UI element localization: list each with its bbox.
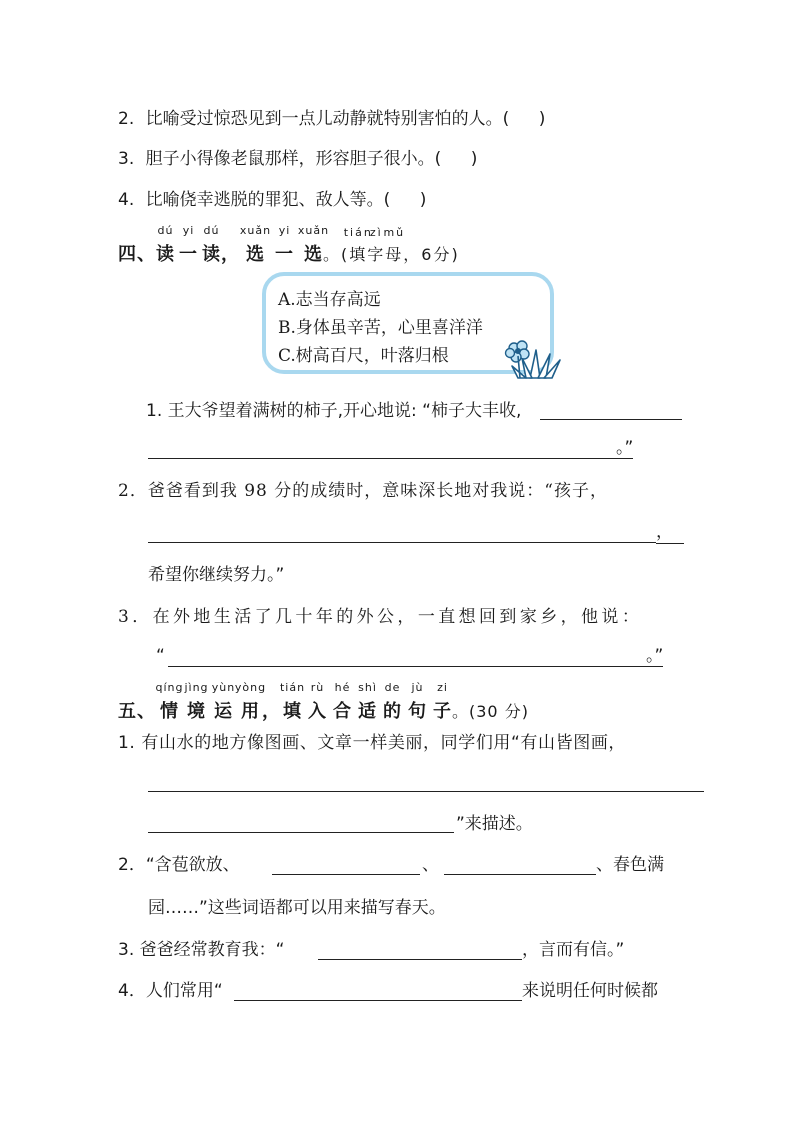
s4-q1-line1: 1. 王大爷望着满树的柿子,开心地说: “柿子大丰收,: [146, 401, 522, 421]
ruby-char: ，: [221, 244, 240, 265]
answer-blank[interactable]: [540, 419, 682, 420]
option-c: C.树高百尺，叶落归根: [278, 346, 449, 366]
section4-note: 。( tián 填 zì 字 mǔ 母 ，6分): [323, 226, 460, 264]
item-number: 2.: [118, 109, 135, 129]
section-number: 五、: [118, 701, 156, 722]
answer-blank[interactable]: [148, 791, 704, 792]
s3-item-4: [118, 189, 426, 211]
option-a: A.志当存高远: [278, 290, 381, 310]
ruby-char: yi 一: [179, 224, 198, 265]
answer-blank[interactable]: [444, 874, 596, 875]
answer-blank[interactable]: [234, 1000, 522, 1001]
item-text: 比喻侥幸逃脱的罪犯、敌人等。(: [145, 190, 391, 210]
s4-q3-line1: 3．在外地生活了几十年的外公，一直想回到家乡，他说：: [118, 607, 643, 627]
s5-q2-end: 、春色满: [596, 855, 664, 875]
paren-close: ): [470, 149, 478, 169]
item-number: 4.: [118, 190, 135, 210]
s4-q2-line1: 2．爸爸看到我 98 分的成绩时，意味深长地对我说：“孩子，: [118, 481, 608, 501]
s3-item-2: [118, 108, 545, 130]
section-number: 四、: [118, 244, 156, 265]
ruby-char: xuǎn 选: [239, 224, 272, 265]
paren-close: ): [538, 109, 546, 129]
s4-q2-line3: 希望你继续努力。”: [148, 565, 285, 585]
ruby-char: yi 一: [275, 224, 294, 265]
s5-q2-sep: 、: [422, 855, 439, 875]
s5-q2-line1: 2．“含苞欲放、: [118, 855, 240, 875]
paren-close: ): [419, 190, 427, 210]
s5-q3: 3. 爸爸经常教育我：“: [118, 940, 285, 960]
section4-heading: [118, 224, 460, 266]
answer-blank[interactable]: [168, 666, 646, 667]
s4-q3-open: “: [156, 646, 165, 666]
s4-q1-line2-end: 。”: [616, 438, 634, 458]
ruby-char: dú 读: [202, 224, 221, 265]
answer-blank[interactable]: [148, 458, 616, 459]
options-list: [278, 286, 483, 370]
s5-q2-line2: 园……”这些词语都可以用来描写春天。: [148, 898, 446, 918]
answer-blank[interactable]: [318, 959, 522, 960]
s4-q3-close: 。”: [646, 646, 664, 666]
section5-heading: 五、 qíng 情 jìng 境 yùn 运 yòng 用 ， tián 填 rù 入 hé 合 shì 适 de 的 jù 句 zi 子。(30 分): [118, 681, 529, 722]
s5-q1-line3: ”来描述。: [456, 814, 533, 834]
answer-blank[interactable]: [148, 832, 454, 833]
ruby-char: xuǎn 选: [297, 224, 330, 265]
answer-blank[interactable]: [148, 542, 656, 543]
item-number: 3.: [118, 149, 135, 169]
flower-grass-icon: [500, 336, 564, 380]
s4-q2-comma: ，: [656, 521, 684, 544]
s5-q4: 4．人们常用“: [118, 981, 223, 1001]
option-b: B.身体虽辛苦，心里喜洋洋: [278, 318, 483, 338]
answer-blank[interactable]: [272, 874, 420, 875]
s5-q4-end: 来说明任何时候都: [522, 981, 658, 1001]
s3-item-3: [118, 148, 477, 170]
item-text: 比喻受过惊恐见到一点儿动静就特别害怕的人。(: [145, 109, 510, 129]
s5-q3-end: ，言而有信。”: [522, 940, 625, 960]
section5-note: 。(30 分): [452, 702, 529, 721]
item-text: 胆子小得像老鼠那样，形容胆子很小。(: [145, 149, 442, 169]
s5-q1-line1: 1. 有山水的地方像图画、文章一样美丽，同学们用“有山皆图画，: [118, 733, 627, 753]
ruby-char: dú 读: [156, 224, 175, 265]
